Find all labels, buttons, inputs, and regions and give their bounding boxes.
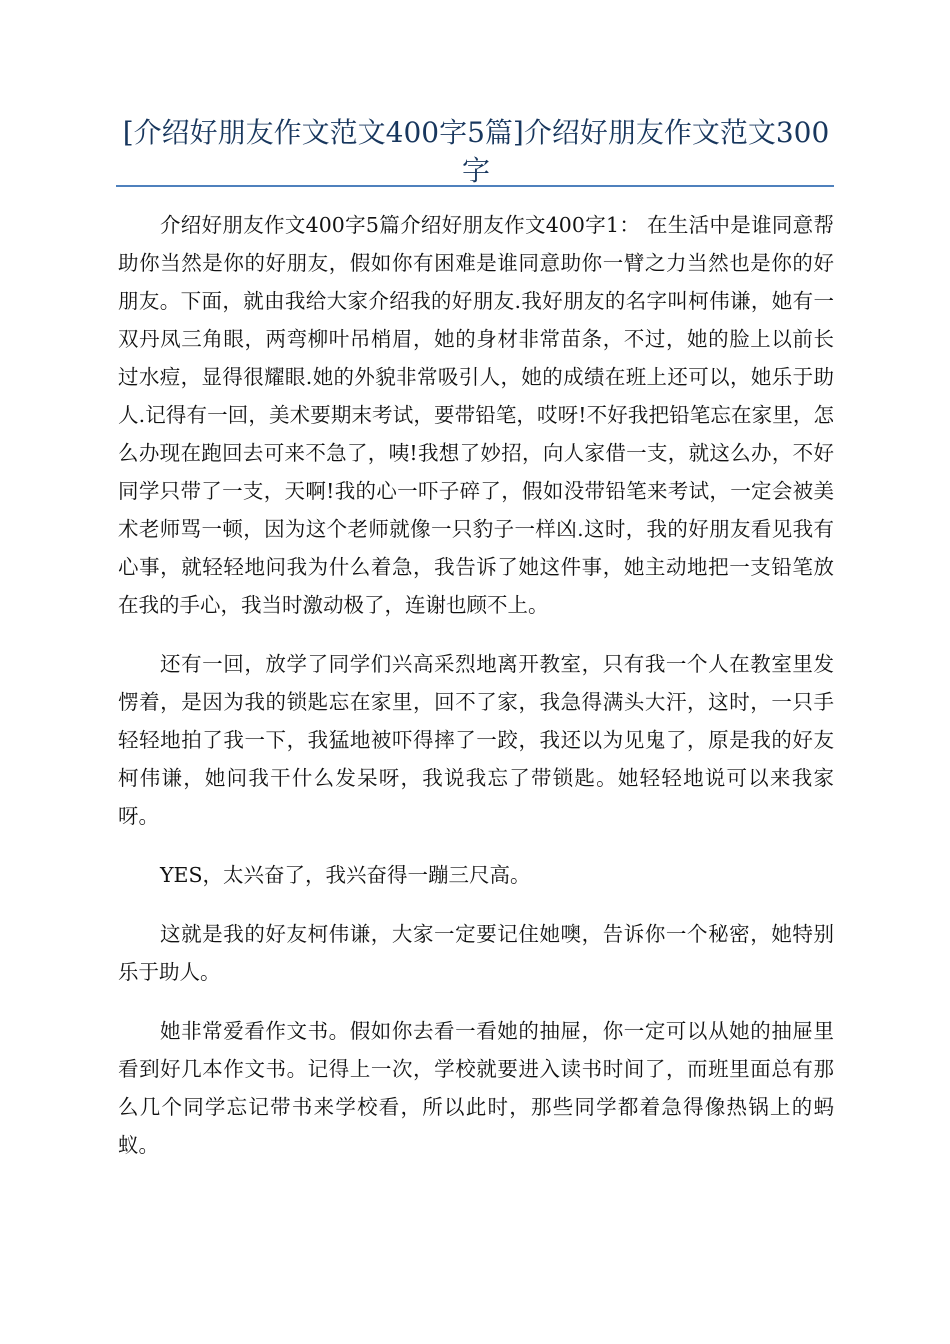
title-divider: [116, 185, 834, 187]
document-title: [介绍好朋友作文范文400字5篇]介绍好朋友作文范文300字: [122, 116, 830, 187]
paragraph: 介绍好朋友作文400字5篇介绍好朋友作文400字1： 在生活中是谁同意帮助你当然是你的好朋友，假如你有困难是谁同意助你一臂之力当然也是你的好朋友。下面，就由我给大家介绍我的好朋友.我好朋友的名字叫柯伟谦，她有一双丹凤三角眼，两弯柳叶吊梢眉，她的身材非常苗条，不过，她的脸上以前长过水痘，显得很耀眼.她的外貌非常吸引人，她的成绩在班上还可以，她乐于助人.记得有一回，美术要期末考试，要带铅笔，哎呀!不好我把铅笔忘在家里，怎么办现在跑回去可来不急了，咦!我想了妙招，向人家借一支，就这么办，不好同学只带了一支，天啊!我的心一吓子碎了，假如没带铅笔来考试，一定会被美术老师骂一顿，因为这个老师就像一只豹子一样凶.这时，我的好朋友看见我有心事，就轻轻地问我为什么着急，我告诉了她这件事，她主动地把一支铅笔放在我的手心，我当时激动极了，连谢也顾不上。: [118, 213, 834, 617]
paragraph: 还有一回，放学了同学们兴高采烈地离开教室，只有我一个人在教室里发愣着，是因为我的锁匙忘在家里，回不了家，我急得满头大汗，这时，一只手轻轻地拍了我一下，我猛地被吓得摔了一跤，我还以为见鬼了，原是我的好友柯伟谦，她问我干什么发呆呀，我说我忘了带锁匙。她轻轻地说可以来我家呀。: [118, 652, 834, 828]
paragraph: YES，太兴奋了，我兴奋得一蹦三尺高。: [160, 863, 531, 887]
paragraph: 这就是我的好友柯伟谦，大家一定要记住她噢，告诉你一个秘密，她特别乐于助人。: [118, 922, 834, 984]
paragraph: 她非常爱看作文书。假如你去看一看她的抽屉，你一定可以从她的抽屉里看到好几本作文书。记得上一次，学校就要进入读书时间了，而班里面总有那么几个同学忘记带书来学校看，所以此时，那些同学都着急得像热锅上的蚂蚁。: [118, 1019, 834, 1157]
document-body: [118, 206, 834, 1185]
